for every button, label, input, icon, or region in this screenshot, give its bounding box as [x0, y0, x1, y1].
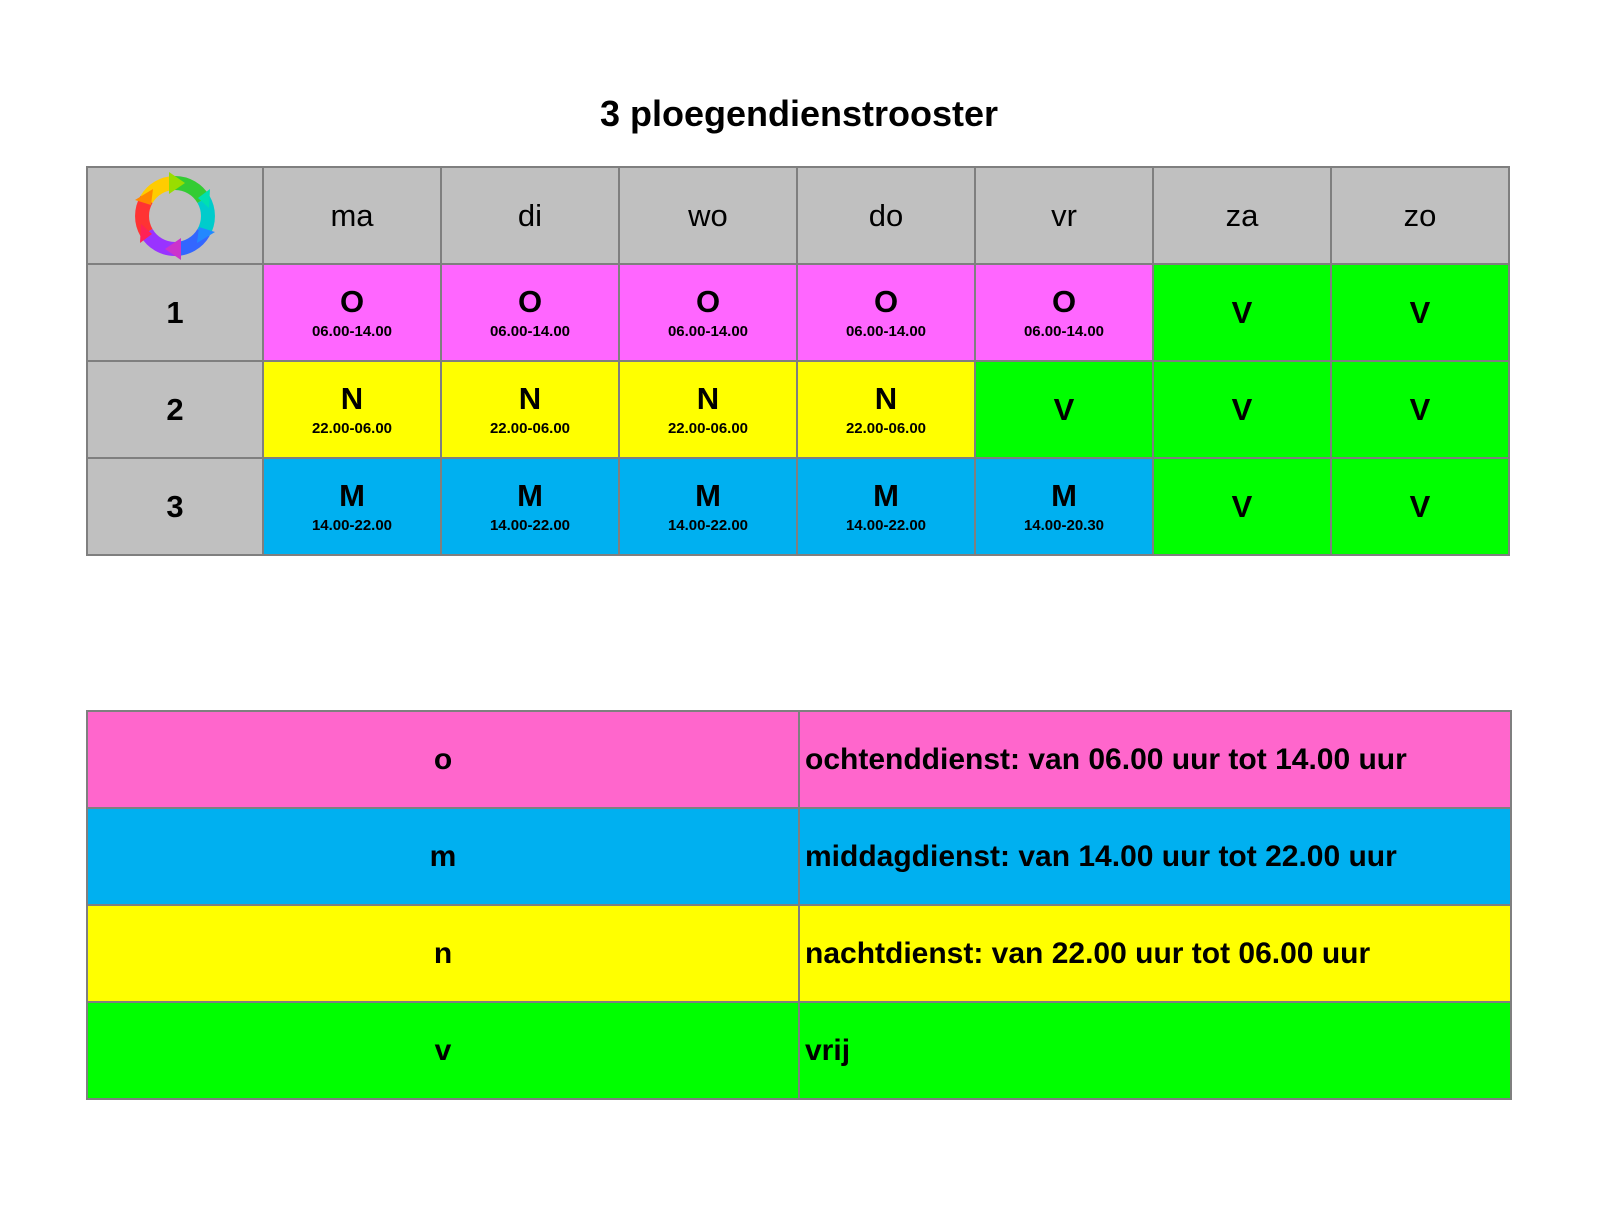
shift-cell	[619, 458, 797, 555]
shift-cell	[797, 361, 975, 458]
page-title: 3 ploegendienstrooster	[599, 93, 999, 134]
legend-description: nachtdienst: van 22.00 uur tot 06.00 uur	[799, 905, 1511, 1002]
shift-time: 14.00-22.00	[845, 516, 927, 534]
shift-time: 22.00-06.00	[311, 419, 393, 437]
day-header-za: za	[1153, 167, 1331, 264]
shift-cell	[975, 264, 1153, 361]
day-header-ma: ma	[263, 167, 441, 264]
legend-row-ochtend	[87, 711, 1511, 808]
shift-code: M	[517, 477, 543, 513]
shift-code: M	[873, 477, 899, 513]
day-header-row	[87, 167, 1509, 264]
shift-time: 14.00-22.00	[489, 516, 571, 534]
shift-time: 06.00-14.00	[845, 322, 927, 340]
legend-description: ochtenddienst: van 06.00 uur tot 14.00 uur	[799, 711, 1511, 808]
shift-time: 14.00-22.00	[311, 516, 393, 534]
legend-description: vrij	[799, 1002, 1511, 1099]
shift-code: O	[873, 283, 899, 319]
team-label: 1	[87, 264, 263, 361]
day-header-zo: zo	[1331, 167, 1509, 264]
shift-code: O	[695, 283, 721, 319]
shift-code: N	[874, 380, 898, 416]
legend-row-vrij	[87, 1002, 1511, 1099]
day-header-vr: vr	[975, 167, 1153, 264]
free-cell: V	[1331, 458, 1509, 555]
team-row-1	[87, 264, 1509, 361]
shift-code: O	[517, 283, 543, 319]
free-cell: V	[1331, 361, 1509, 458]
shift-cell	[441, 361, 619, 458]
shift-time: 22.00-06.00	[845, 419, 927, 437]
legend-key: o	[87, 711, 799, 808]
day-header-wo: wo	[619, 167, 797, 264]
shift-code: M	[1051, 477, 1077, 513]
legend-row-middag	[87, 808, 1511, 905]
shift-cell	[619, 361, 797, 458]
team-label: 3	[87, 458, 263, 555]
legend-key: v	[87, 1002, 799, 1099]
shift-cell	[797, 264, 975, 361]
corner-cell	[87, 167, 263, 264]
shift-schedule-table	[86, 166, 1510, 556]
shift-code: N	[340, 380, 364, 416]
legend-key: n	[87, 905, 799, 1002]
free-cell: V	[1153, 458, 1331, 555]
legend-table	[86, 710, 1512, 1100]
shift-code: O	[339, 283, 365, 319]
shift-code: N	[696, 380, 720, 416]
shift-time: 22.00-06.00	[667, 419, 749, 437]
legend-description: middagdienst: van 14.00 uur tot 22.00 uur	[799, 808, 1511, 905]
shift-cell	[975, 458, 1153, 555]
shift-time: 14.00-20.30	[1023, 516, 1105, 534]
shift-cell	[263, 458, 441, 555]
shift-time: 06.00-14.00	[1023, 322, 1105, 340]
shift-time: 22.00-06.00	[489, 419, 571, 437]
shift-time: 06.00-14.00	[311, 322, 393, 340]
shift-cell	[263, 264, 441, 361]
shift-code: O	[1051, 283, 1077, 319]
shift-cell	[797, 458, 975, 555]
free-cell: V	[1331, 264, 1509, 361]
shift-code: N	[518, 380, 542, 416]
legend-row-nacht	[87, 905, 1511, 1002]
shift-cell	[263, 361, 441, 458]
rotation-cycle-icon	[129, 170, 221, 262]
legend-key: m	[87, 808, 799, 905]
team-row-2	[87, 361, 1509, 458]
shift-code: M	[695, 477, 721, 513]
free-cell: V	[1153, 264, 1331, 361]
shift-cell	[441, 458, 619, 555]
shift-time: 06.00-14.00	[489, 322, 571, 340]
shift-cell	[619, 264, 797, 361]
day-header-do: do	[797, 167, 975, 264]
shift-time: 14.00-22.00	[667, 516, 749, 534]
team-row-3	[87, 458, 1509, 555]
day-header-di: di	[441, 167, 619, 264]
free-cell: V	[1153, 361, 1331, 458]
shift-code: M	[339, 477, 365, 513]
free-cell: V	[975, 361, 1153, 458]
shift-cell	[441, 264, 619, 361]
shift-time: 06.00-14.00	[667, 322, 749, 340]
team-label: 2	[87, 361, 263, 458]
